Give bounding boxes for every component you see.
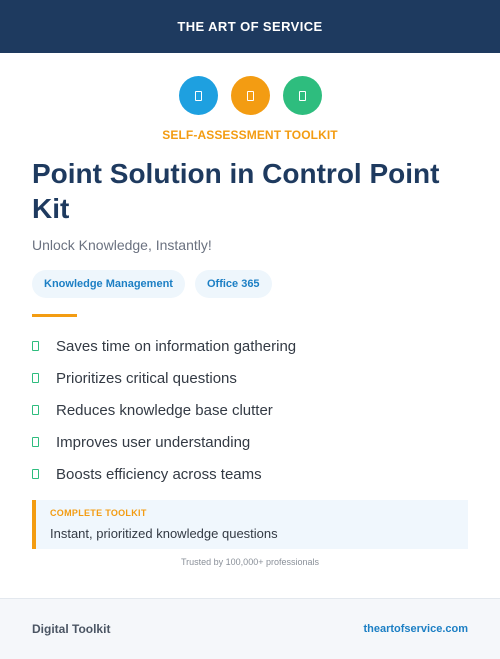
- trust-note: Trusted by 100,000+ professionals: [180, 557, 319, 567]
- benefit-list: [32, 330, 296, 490]
- brand-name: THE ART OF SERVICE: [177, 19, 323, 34]
- tag-list: [32, 270, 272, 298]
- callout-value: Instant, prioritized knowledge questions: [50, 526, 278, 541]
- footer-bar: [0, 598, 500, 659]
- benefit-item: [32, 426, 296, 458]
- website-link[interactable]: theartofservice.com: [363, 623, 468, 635]
- check-icon: [32, 437, 39, 447]
- toolkit-callout: [32, 500, 468, 549]
- tag-office-365[interactable]: Office 365: [195, 270, 272, 298]
- benefit-item: [32, 458, 296, 490]
- document-icon: [247, 91, 254, 101]
- footer-label: Digital Toolkit: [32, 622, 111, 636]
- benefit-item: [32, 394, 296, 426]
- check-icon: [32, 341, 39, 351]
- document-icon-orange: [231, 76, 270, 115]
- icon-row: [0, 76, 500, 115]
- document-icon: [195, 91, 202, 101]
- benefit-item: [32, 330, 296, 362]
- document-icon-blue: [179, 76, 218, 115]
- benefit-text: Reduces knowledge base clutter: [56, 401, 273, 419]
- header-bar: [0, 0, 500, 53]
- benefit-item: [32, 362, 296, 394]
- subtitle: Unlock Knowledge, Instantly!: [32, 237, 212, 253]
- eyebrow-label: SELF-ASSESSMENT TOOLKIT: [162, 128, 338, 142]
- accent-divider: [32, 314, 77, 317]
- check-icon: [32, 373, 39, 383]
- check-icon: [32, 405, 39, 415]
- callout-label: COMPLETE TOOLKIT: [50, 508, 147, 518]
- page-title: Point Solution in Control Point Kit: [32, 158, 440, 224]
- benefit-text: Improves user understanding: [56, 433, 251, 451]
- check-icon: [32, 469, 39, 479]
- document-icon-green: [283, 76, 322, 115]
- benefit-text: Saves time on information gathering: [56, 337, 297, 355]
- benefit-text: Boosts efficiency across teams: [56, 465, 262, 483]
- benefit-text: Prioritizes critical questions: [56, 369, 237, 387]
- tag-knowledge-management[interactable]: Knowledge Management: [32, 270, 185, 298]
- document-icon: [299, 91, 306, 101]
